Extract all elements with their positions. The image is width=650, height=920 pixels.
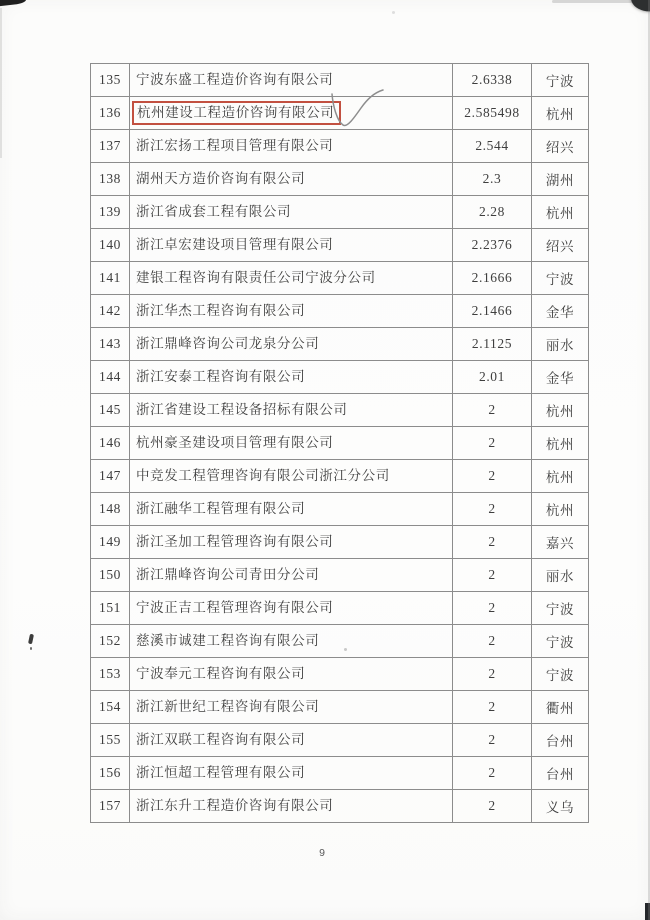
company-name: 中竞发工程管理咨询有限公司浙江分公司 <box>136 468 390 483</box>
score-cell: 2 <box>453 757 532 790</box>
rank-cell: 145 <box>91 394 130 427</box>
rank-cell: 140 <box>91 229 130 262</box>
table-row <box>91 592 589 625</box>
city-cell: 义乌 <box>532 790 589 823</box>
company-name: 浙江宏扬工程项目管理有限公司 <box>136 138 334 153</box>
score-cell: 2 <box>453 625 532 658</box>
score-cell: 2 <box>453 427 532 460</box>
rank-cell: 146 <box>91 427 130 460</box>
company-cell <box>130 493 453 526</box>
rank-cell: 137 <box>91 130 130 163</box>
company-cell <box>130 97 453 130</box>
company-name: 慈溪市诚建工程咨询有限公司 <box>136 633 320 648</box>
score-cell: 2 <box>453 493 532 526</box>
score-cell: 2 <box>453 394 532 427</box>
score-cell: 2 <box>453 724 532 757</box>
city-cell: 衢州 <box>532 691 589 724</box>
score-cell: 2 <box>453 790 532 823</box>
rank-cell: 156 <box>91 757 130 790</box>
score-cell: 2 <box>453 526 532 559</box>
table-body <box>91 64 589 823</box>
company-name: 宁波正吉工程管理咨询有限公司 <box>136 600 334 615</box>
page-number: 9 <box>319 847 325 859</box>
company-name: 浙江华杰工程咨询有限公司 <box>136 303 306 318</box>
table-row <box>91 130 589 163</box>
city-cell: 绍兴 <box>532 130 589 163</box>
company-name: 杭州豪圣建设项目管理有限公司 <box>136 435 334 450</box>
company-name: 建银工程咨询有限责任公司宁波分公司 <box>136 270 376 285</box>
company-cell <box>130 724 453 757</box>
table-row <box>91 295 589 328</box>
table-row <box>91 361 589 394</box>
company-cell <box>130 130 453 163</box>
city-cell: 湖州 <box>532 163 589 196</box>
score-cell: 2.1466 <box>453 295 532 328</box>
company-cell <box>130 658 453 691</box>
table-row <box>91 262 589 295</box>
city-cell: 杭州 <box>532 394 589 427</box>
score-cell: 2.01 <box>453 361 532 394</box>
city-cell: 宁波 <box>532 592 589 625</box>
company-cell <box>130 691 453 724</box>
scan-artifact-bottom-right <box>645 903 650 920</box>
score-cell: 2.585498 <box>453 97 532 130</box>
city-cell: 丽水 <box>532 559 589 592</box>
score-cell: 2.544 <box>453 130 532 163</box>
company-name: 浙江省成套工程有限公司 <box>136 204 292 219</box>
score-cell: 2 <box>453 559 532 592</box>
city-cell: 宁波 <box>532 262 589 295</box>
rank-cell: 142 <box>91 295 130 328</box>
scan-artifact-top-right-blob <box>629 0 650 14</box>
company-cell <box>130 361 453 394</box>
table-row <box>91 790 589 823</box>
score-cell: 2.28 <box>453 196 532 229</box>
city-cell: 金华 <box>532 295 589 328</box>
scan-artifact-left-ink-dot <box>30 647 32 650</box>
city-cell: 绍兴 <box>532 229 589 262</box>
company-name: 浙江东升工程造价咨询有限公司 <box>136 798 334 813</box>
table-row <box>91 691 589 724</box>
score-cell: 2.3 <box>453 163 532 196</box>
company-cell <box>130 559 453 592</box>
company-name: 浙江恒超工程管理有限公司 <box>136 765 306 780</box>
scan-edge-left <box>0 8 2 158</box>
company-cell <box>130 196 453 229</box>
table-row <box>91 658 589 691</box>
table-row <box>91 559 589 592</box>
rank-cell: 135 <box>91 64 130 97</box>
company-name: 浙江融华工程管理有限公司 <box>136 501 306 516</box>
table-row <box>91 229 589 262</box>
table-row <box>91 493 589 526</box>
company-name: 浙江鼎峰咨询公司龙泉分公司 <box>136 336 320 351</box>
company-cell <box>130 64 453 97</box>
company-cell <box>130 460 453 493</box>
city-cell: 杭州 <box>532 460 589 493</box>
table-row <box>91 196 589 229</box>
score-cell: 2 <box>453 658 532 691</box>
company-cell <box>130 262 453 295</box>
score-cell: 2 <box>453 592 532 625</box>
company-name: 浙江新世纪工程咨询有限公司 <box>136 699 320 714</box>
score-cell: 2.1666 <box>453 262 532 295</box>
company-name: 湖州天方造价咨询有限公司 <box>136 171 306 186</box>
rank-cell: 151 <box>91 592 130 625</box>
table-row <box>91 163 589 196</box>
rank-cell: 138 <box>91 163 130 196</box>
score-cell: 2.1125 <box>453 328 532 361</box>
scan-artifact-left-ink-speck <box>28 634 34 645</box>
rank-cell: 139 <box>91 196 130 229</box>
rank-cell: 141 <box>91 262 130 295</box>
rank-cell: 149 <box>91 526 130 559</box>
table-row <box>91 526 589 559</box>
rank-cell: 157 <box>91 790 130 823</box>
company-name: 浙江卓宏建设项目管理有限公司 <box>136 237 334 252</box>
company-cell <box>130 394 453 427</box>
table-row <box>91 724 589 757</box>
city-cell: 杭州 <box>532 97 589 130</box>
company-name: 浙江安泰工程咨询有限公司 <box>136 369 306 384</box>
company-name: 宁波奉元工程咨询有限公司 <box>136 666 306 681</box>
rank-cell: 136 <box>91 97 130 130</box>
city-cell: 宁波 <box>532 625 589 658</box>
company-name: 宁波东盛工程造价咨询有限公司 <box>136 72 334 87</box>
table-row <box>91 427 589 460</box>
company-name: 杭州建设工程造价咨询有限公司 <box>132 101 341 126</box>
score-cell: 2 <box>453 460 532 493</box>
company-cell <box>130 163 453 196</box>
rank-cell: 148 <box>91 493 130 526</box>
company-name: 浙江圣加工程管理咨询有限公司 <box>136 534 334 549</box>
city-cell: 金华 <box>532 361 589 394</box>
table-row <box>91 625 589 658</box>
table-row <box>91 460 589 493</box>
city-cell: 台州 <box>532 724 589 757</box>
city-cell: 杭州 <box>532 427 589 460</box>
city-cell: 嘉兴 <box>532 526 589 559</box>
rank-cell: 154 <box>91 691 130 724</box>
score-cell: 2 <box>453 691 532 724</box>
company-cell <box>130 592 453 625</box>
city-cell: 台州 <box>532 757 589 790</box>
table-row <box>91 757 589 790</box>
scan-artifact-top-streak <box>552 0 650 3</box>
company-cell <box>130 427 453 460</box>
rank-cell: 150 <box>91 559 130 592</box>
company-cell <box>130 229 453 262</box>
table-row <box>91 328 589 361</box>
rank-cell: 155 <box>91 724 130 757</box>
city-cell: 丽水 <box>532 328 589 361</box>
company-name: 浙江双联工程咨询有限公司 <box>136 732 306 747</box>
company-name: 浙江省建设工程设备招标有限公司 <box>136 402 348 417</box>
city-cell: 杭州 <box>532 196 589 229</box>
scan-artifact-faint-dot <box>392 11 395 14</box>
company-name: 浙江鼎峰咨询公司青田分公司 <box>136 567 320 582</box>
table-row <box>91 64 589 97</box>
score-cell: 2.2376 <box>453 229 532 262</box>
table-row <box>91 394 589 427</box>
company-cell <box>130 790 453 823</box>
company-cell <box>130 295 453 328</box>
company-cell <box>130 625 453 658</box>
rank-cell: 152 <box>91 625 130 658</box>
company-cell <box>130 328 453 361</box>
scan-artifact-top-left <box>0 0 26 7</box>
table-row <box>91 97 589 130</box>
city-cell: 杭州 <box>532 493 589 526</box>
city-cell: 宁波 <box>532 64 589 97</box>
company-cell <box>130 526 453 559</box>
score-cell: 2.6338 <box>453 64 532 97</box>
company-cell <box>130 757 453 790</box>
rank-cell: 143 <box>91 328 130 361</box>
rank-cell: 144 <box>91 361 130 394</box>
company-ranking-table <box>90 63 589 823</box>
rank-cell: 147 <box>91 460 130 493</box>
city-cell: 宁波 <box>532 658 589 691</box>
rank-cell: 153 <box>91 658 130 691</box>
